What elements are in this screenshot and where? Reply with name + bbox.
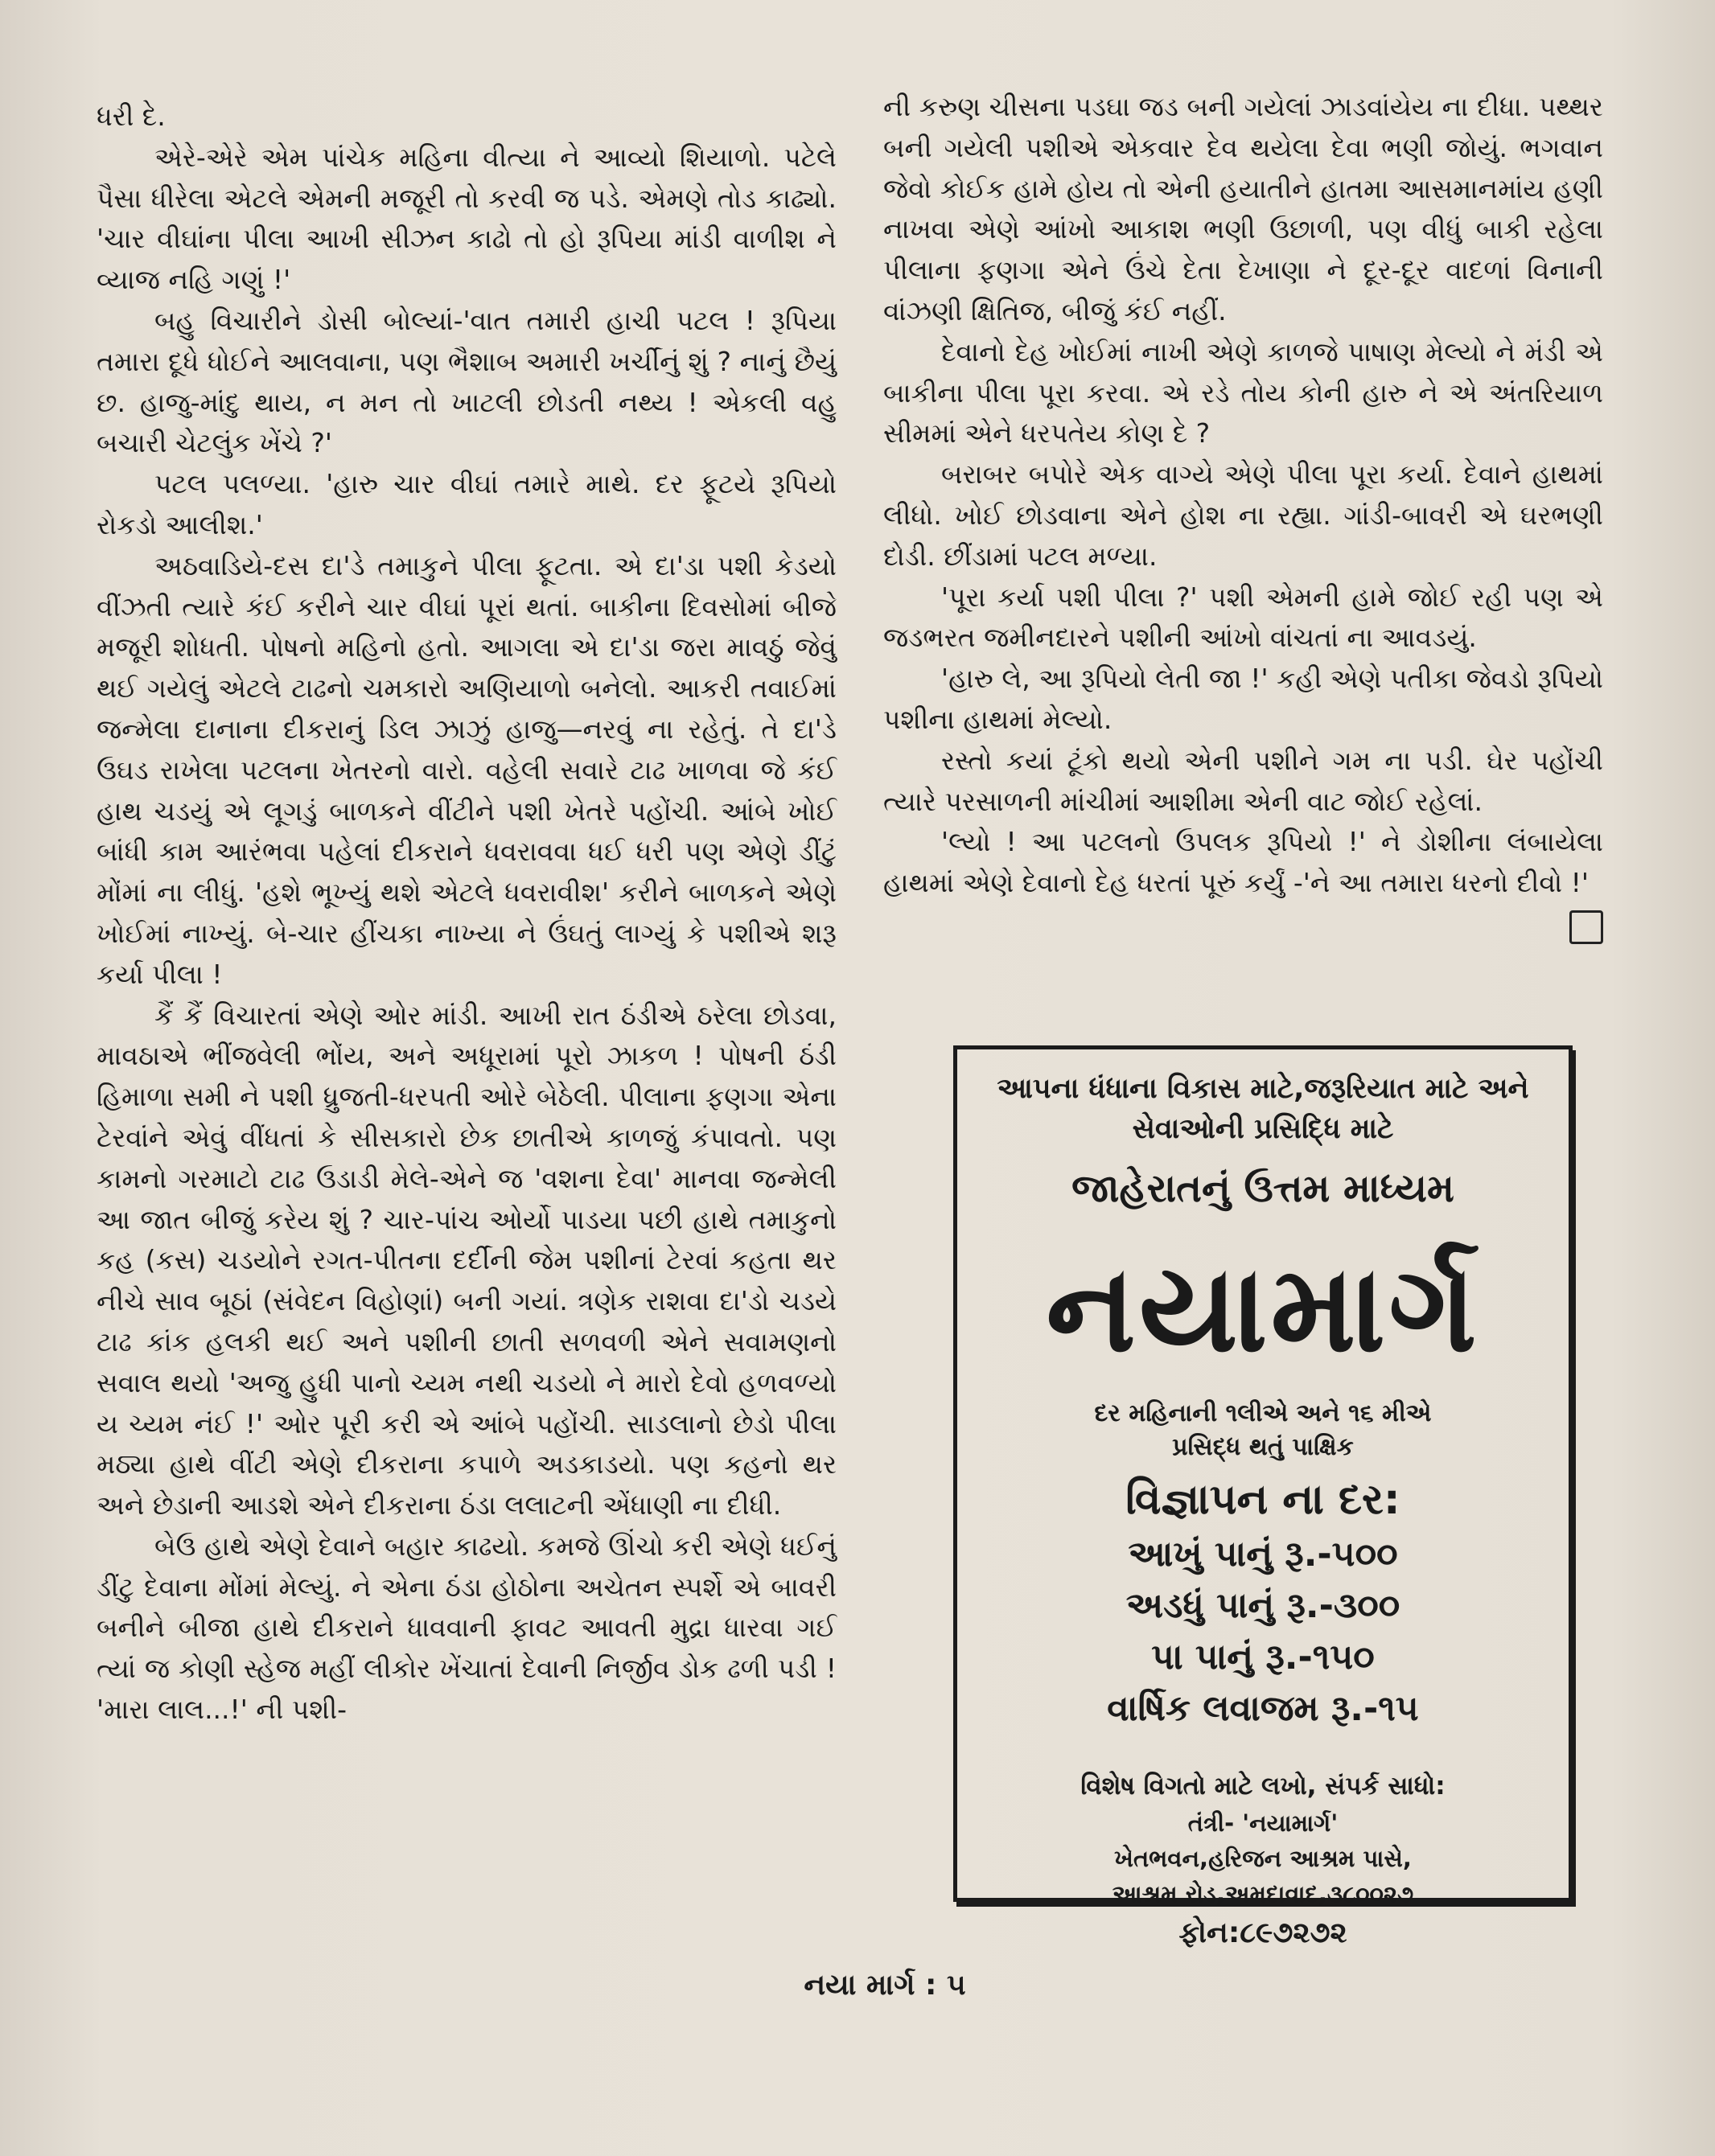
paragraph: રસ્તો કયાં ટૂંકો થયો એની પશીને ગમ ના પડી. ઘેર પહોંચી ત્યારે પરસાળની માંચીમાં આશીમા એની વાટ જોઈ રહેલાં.	[883, 744, 1603, 817]
paragraph: બરાબર બપોરે એક વાગ્યે એણે પીલા પૂરા કર્યા. દેવાને હાથમાં લીધો. ખોઈ છોડવાના એને હોશ ના રહ્યા. ગાંડી-બાવરી એ ઘરભણી દોડી. છીંડામાં પટલ મળ્યા.	[883, 458, 1603, 572]
ad-rate: વાર્ષિક લવાજમ રૂ.-૧૫	[1107, 1688, 1419, 1729]
paragraph: અઠવાડિયે-દસ દા'ડે તમાકુને પીલા ફૂટતા. એ દા'ડા પશી કેડયો વીંઝતી ત્યારે કંઈ કરીને ચાર વીઘાં પૂરાં થતાં. બાકીના દિવસોમાં બીજે મજૂરી શોધતી. પોષનો મહિનો હતો. આગલા એ દા'ડા જરા માવઠું જેવું થઈ ગયેલું એટલે ટાઢનો ચમકારો અણિયાળો બનેલો. આકરી તવાઈમાં જન્મેલા દાનાના દીકરાનું ડિલ ઝાઝું હાજુ—નરવું ના રહેતું. તે દા'ડે ઉઘડ રાખેલા પટલના ખેતરનો વારો. વહેલી સવારે ટાઢ ખાળવા જે કંઈ હાથ ચડયું એ લૂગડું બાળકને વીંટીને પશી ખેતરે પહોંચી. આંબે ખોઈ બાંધી કામ આરંભવા પહેલાં દીકરાને ધવરાવવા ધઈ ધરી પણ એણે ડીંટું મોંમાં ના લીધું. 'હશે ભૂખ્યું થશે એટલે ધવરાવીશ' કરીને બાળકને એણે ખોઈમાં નાખ્યું. બે-ચાર હીંચકા નાખ્યા ને ઉંઘતું લાગ્યું કે પશીએ શરૂ કર્યા પીલા !	[97, 549, 837, 990]
ad-phone: ફોન:૮૯૭૨૭૨	[1178, 1916, 1347, 1949]
ad-address: ખેતભવન,હરિજન આશ્રમ પાસે,	[1114, 1845, 1412, 1872]
ad-line: દર મહિનાની ૧લીએ અને ૧૬ મીએ	[1094, 1399, 1432, 1427]
paragraph: બહુ વિચારીને ડોસી બોલ્યાં-'વાત તમારી હાચી પટલ ! રૂપિયા તમારા દૂધે ધોઈને આલવાના, પણ ભૈશાબ અમારી ખર્ચીનું શું ? નાનું છૈયું છ. હાજુ-માંદુ થાય, ન મન તો ખાટલી છોડતી નથ્ય ! એકલી વહુ બચારી ચેટલુંક ખેંચે ?'	[97, 304, 837, 459]
paragraph: પટલ પલળ્યા. 'હારુ ચાર વીઘાં તમારે માથે. દર ફૂટયે રૂપિયો રોકડો આલીશ.'	[97, 468, 837, 540]
paragraph: બેઉ હાથે એણે દેવાને બહાર કાઢયો. કમજે ઊંચો કરી એણે ધઈનું ડીંટુ દેવાના મોંમાં મેલ્યું. ને એના ઠંડા હોઠોના અચેતન સ્પર્શે એ બાવરી બનીને બીજા હાથે દીકરાને ધાવવાની ફાવટ આવતી મુદ્રા ધારવા ગઈ ત્યાં જ કોણી સ્હેજ મહીં લીકોર ખેંચાતાં દેવાની નિર્જીવ ડોક ઢળી પડી ! 'મારા લાલ...!' ની પશી-	[97, 1530, 837, 1726]
ad-line: પ્રસિદ્ધ થતું પાક્ષિક	[1172, 1433, 1354, 1461]
ad-line: સેવાઓની પ્રસિદ્ધિ માટે	[1132, 1113, 1394, 1145]
paragraph: એરે-એરે એમ પાંચેક મહિના વીત્યા ને આવ્યો શિયાળો. પટેલે પૈસા ધીરેલા એટલે એમની મજૂરી તો કરવી જ પડે. એમણે તોડ કાઢ્યો. 'ચાર વીઘાંના પીલા આખી સીઝન કાઢો તો હો રૂપિયા માંડી વાળીશ ને વ્યાજ નહિ ગણું !'	[97, 141, 837, 296]
story-end-box-icon	[1569, 910, 1603, 944]
paragraph-text: 'લ્યો ! આ પટલનો ઉપલક રૂપિયો !' ને ડોશીના લંબાયેલા હાથમાં એણે દેવાનો દેહ ધરતાં પૂરું કર્યું -'ને આ તમારા ધરનો દીવો !'	[883, 826, 1603, 899]
paragraph: દેવાનો દેહ ખોઈમાં નાખી એણે કાળજે પાષાણ મેલ્યો ને મંડી એ બાકીના પીલા પૂરા કરવા. એ રડે તોય કોની હારુ ને એ અંતરિયાળ સીમમાં એને ધરપતેય કોણ દે ?	[883, 335, 1603, 450]
left-text-column	[97, 97, 837, 1731]
page-footer: નયા માર્ગ : ૫	[804, 1969, 966, 2002]
paragraph	[883, 822, 1603, 904]
right-text-column	[883, 87, 1603, 944]
ad-editor: તંત્રી- 'નયામાર્ગ'	[1187, 1809, 1339, 1837]
paragraph: કૈં કૈં વિચારતાં એણે ઓર માંડી. આખી રાત ઠંડીએ ઠરેલા છોડવા, માવઠાએ ભીંજવેલી ભોંય, અને અધૂરામાં પૂરો ઝાકળ ! પોષની ઠંડી હિમાળા સમી ને પશી ધ્રુજતી-ધરપતી ઓરે બેઠેલી. પીલાના ફણગા એના ટેરવાંને એવું વીંધતાં કે સીસકારો છેક છાતીએ કાળજું કંપાવતો. પણ કામનો ગરમાટો ટાઢ ઉડાડી મેલે-એને જ 'વશના દેવા' માનવા જન્મેલી આ જાત બીજું કરેય શું ? ચાર-પાંચ ઓર્યો પાડયા પછી હાથે તમાકુનો કહ (કસ) ચડયોને રગત-પીતના દર્દીની જેમ પશીનાં ટેરવાં કહતા થર નીચે સાવ બૂઠાં (સંવેદન વિહોણાં) બની ગયાં. ત્રણેક રાશવા દા'ડો ચડયે ટાઢ કાંક હલકી થઈ અને પશીની છાતી સળવળી એને સવામણનો સવાલ થયો 'અજુ હુધી પાનો ચ્યમ નથી ચડયો ને મારો દેવો હળવળ્યો ય ચ્યમ નંઈ !' ઓર પૂરી કરી એ આંબે પહોંચી. સાડલાનો છેડો પીલા મઠ્યા હાથે વીંટી એણે દીકરાના કપાળે અડકાડયો. પણ કહનો થર અને છેડાની આડશે એને દીકરાના ઠંડા લલાટની એંધાણી ના દીધી.	[97, 999, 837, 1522]
ad-address: આશ્રમ રોડ,અમદાવાદ,૩૮૦૦૨૭	[1112, 1880, 1414, 1908]
paragraph: ની કરુણ ચીસના પડઘા જડ બની ગયેલાં ઝાડવાંયેય ના દીધા. પથ્થર બની ગયેલી પશીએ એકવાર દેવ થયેલા દેવા ભણી જોયું. ભગવાન જેવો કોઈક હામે હોય તો એની હયાતીને હાતમા આસમાનમાંય હણી નાખવા એણે આંખો આકાશ ભણી ઉછાળી, પણ વીધું બાકી રહેલા પીલાના ફણગા એને ઉંચે દેતા દેખાણા ને દૂર-દૂર વાદળાં વિનાની વાંઝણી ક્ષિતિજ, બીજું કંઈ નહીં.	[883, 91, 1603, 326]
advertisement-box	[953, 1045, 1573, 1949]
ad-rates-heading: વિજ્ઞાપન ના દર:	[1125, 1476, 1400, 1524]
paragraph: ધરી દે.	[97, 101, 166, 132]
paragraph: 'હારુ લે, આ રૂપિયો લેતી જા !' કહી એણે પતીકા જેવડો રૂપિયો પશીના હાથમાં મેલ્યો.	[883, 663, 1603, 735]
ad-rate: આખું પાનું રૂ.-૫૦૦	[1128, 1534, 1398, 1575]
ad-line: આપના ધંધાના વિકાસ માટે,જરૂરિયાત માટે અને	[997, 1073, 1529, 1105]
ad-tagline: જાહેરાતનું ઉત્તમ માધ્યમ	[1071, 1166, 1454, 1211]
ad-contact-heading: વિશેષ વિગતો માટે લખો, સંપર્ક સાધો:	[1080, 1772, 1446, 1801]
ad-rate: અડધું પાનું રૂ.-૩૦૦	[1125, 1585, 1400, 1626]
ad-rate: પા પાનું રૂ.-૧૫૦	[1151, 1637, 1375, 1678]
ad-masthead: નયામાર્ગ	[1046, 1239, 1480, 1379]
paragraph: 'પૂરા કર્યા પશી પીલા ?' પશી એમની હામે જોઈ રહી પણ એ જડભરત જમીનદારને પશીની આંખો વાંચતાં ના આવડયું.	[883, 581, 1603, 654]
